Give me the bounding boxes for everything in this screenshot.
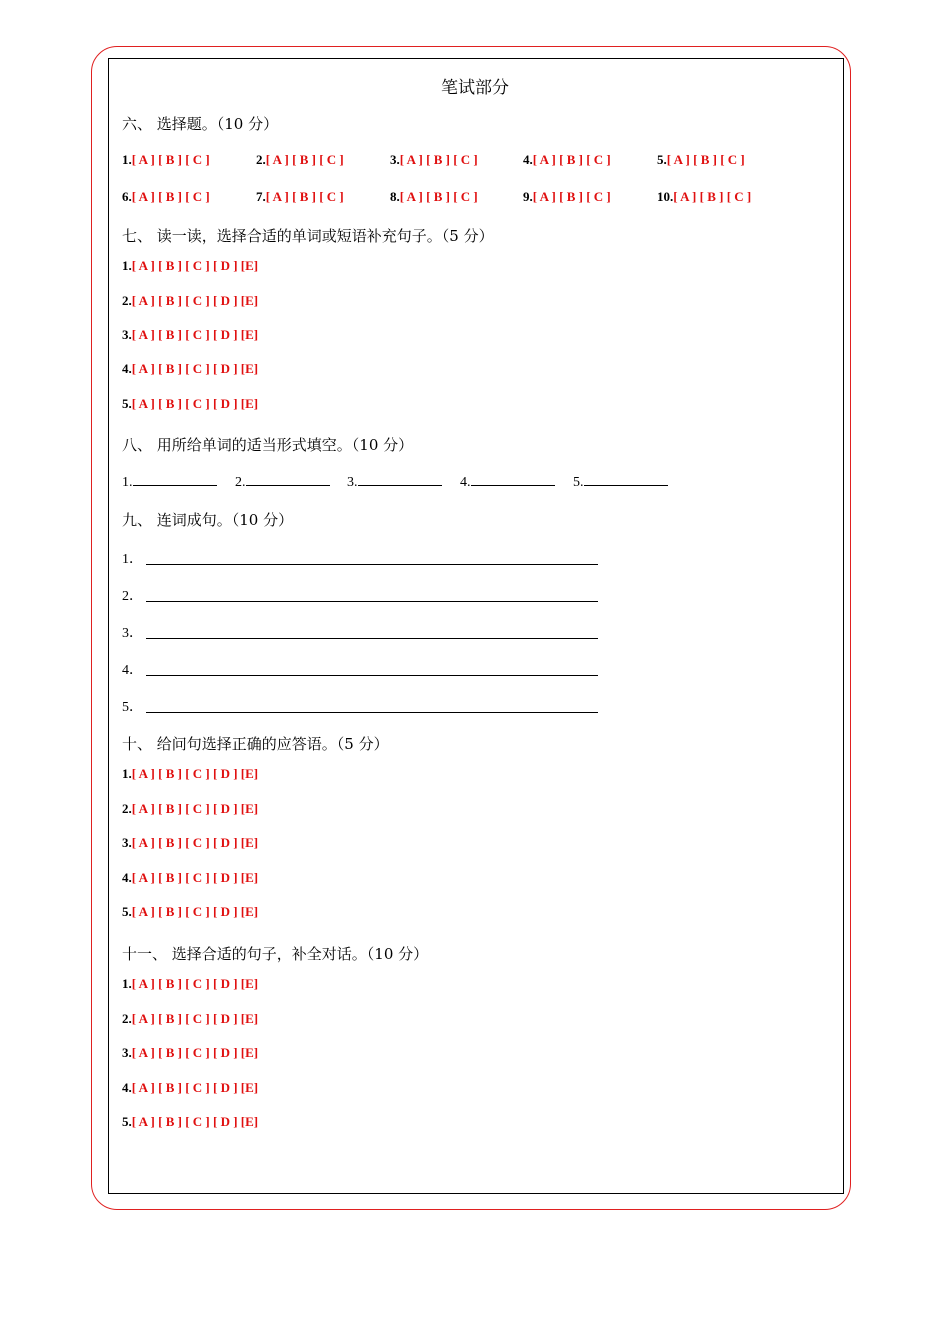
answer-row[interactable]: 9.[ A ] [ B ] [ C ] xyxy=(523,189,611,204)
answer-row[interactable]: 3.[ A ] [ B ] [ C ] [ D ] [E] xyxy=(122,327,259,342)
answer-row[interactable]: 1.[ A ] [ B ] [ C ] xyxy=(122,152,210,167)
section-6-heading: 六、 选择题。（10 分） xyxy=(122,115,279,133)
answer-row[interactable]: 3.[ A ] [ B ] [ C ] [ D ] [E] xyxy=(122,1045,259,1060)
fill-blank[interactable]: 2. xyxy=(235,473,330,491)
sentence-number: 3． xyxy=(122,626,143,641)
answer-row[interactable]: 1.[ A ] [ B ] [ C ] [ D ] [E] xyxy=(122,258,259,273)
fill-blank[interactable]: 5. xyxy=(573,473,668,491)
answer-row[interactable]: 1.[ A ] [ B ] [ C ] [ D ] [E] xyxy=(122,766,259,781)
answer-row[interactable]: 5.[ A ] [ B ] [ C ] [ D ] [E] xyxy=(122,1114,259,1129)
sentence-number: 2． xyxy=(122,589,143,604)
sentence-number: 5． xyxy=(122,700,143,715)
fill-blank[interactable]: 1. xyxy=(122,473,217,491)
fill-blank[interactable]: 3. xyxy=(347,473,442,491)
answer-row[interactable]: 4.[ A ] [ B ] [ C ] xyxy=(523,152,611,167)
sentence-line[interactable] xyxy=(146,601,598,602)
sentence-number: 4． xyxy=(122,663,143,678)
answer-row[interactable]: 3.[ A ] [ B ] [ C ] xyxy=(390,152,478,167)
answer-row[interactable]: 5.[ A ] [ B ] [ C ] [ D ] [E] xyxy=(122,904,259,919)
answer-row[interactable]: 2.[ A ] [ B ] [ C ] [ D ] [E] xyxy=(122,801,259,816)
answer-row[interactable]: 2.[ A ] [ B ] [ C ] [ D ] [E] xyxy=(122,1011,259,1026)
answer-row[interactable]: 2.[ A ] [ B ] [ C ] [ D ] [E] xyxy=(122,293,259,308)
section-11-heading: 十一、 选择合适的句子，补全对话。（10 分） xyxy=(122,945,429,963)
answer-row[interactable]: 6.[ A ] [ B ] [ C ] xyxy=(122,189,210,204)
answer-row[interactable]: 4.[ A ] [ B ] [ C ] [ D ] [E] xyxy=(122,1080,259,1095)
fill-blank[interactable]: 4. xyxy=(460,473,555,491)
answer-row[interactable]: 8.[ A ] [ B ] [ C ] xyxy=(390,189,478,204)
sentence-line[interactable] xyxy=(146,675,598,676)
section-7-heading: 七、 读一读，选择合适的单词或短语补充句子。（5 分） xyxy=(122,227,494,245)
section-10-heading: 十、 给问句选择正确的应答语。（5 分） xyxy=(122,735,389,753)
sentence-line[interactable] xyxy=(146,564,598,565)
page-title: 笔试部分 xyxy=(441,78,509,98)
answer-row[interactable]: 4.[ A ] [ B ] [ C ] [ D ] [E] xyxy=(122,361,259,376)
answer-row[interactable]: 7.[ A ] [ B ] [ C ] xyxy=(256,189,344,204)
answer-row[interactable]: 3.[ A ] [ B ] [ C ] [ D ] [E] xyxy=(122,835,259,850)
sentence-line[interactable] xyxy=(146,712,598,713)
answer-row[interactable]: 5.[ A ] [ B ] [ C ] xyxy=(657,152,745,167)
section-9-heading: 九、 连词成句。（10 分） xyxy=(122,511,294,529)
answer-row[interactable]: 4.[ A ] [ B ] [ C ] [ D ] [E] xyxy=(122,870,259,885)
answer-row[interactable]: 1.[ A ] [ B ] [ C ] [ D ] [E] xyxy=(122,976,259,991)
answer-row[interactable]: 10.[ A ] [ B ] [ C ] xyxy=(657,189,752,204)
sentence-number: 1． xyxy=(122,552,143,567)
sentence-line[interactable] xyxy=(146,638,598,639)
answer-row[interactable]: 5.[ A ] [ B ] [ C ] [ D ] [E] xyxy=(122,396,259,411)
answer-row[interactable]: 2.[ A ] [ B ] [ C ] xyxy=(256,152,344,167)
section-8-heading: 八、 用所给单词的适当形式填空。（10 分） xyxy=(122,436,414,454)
